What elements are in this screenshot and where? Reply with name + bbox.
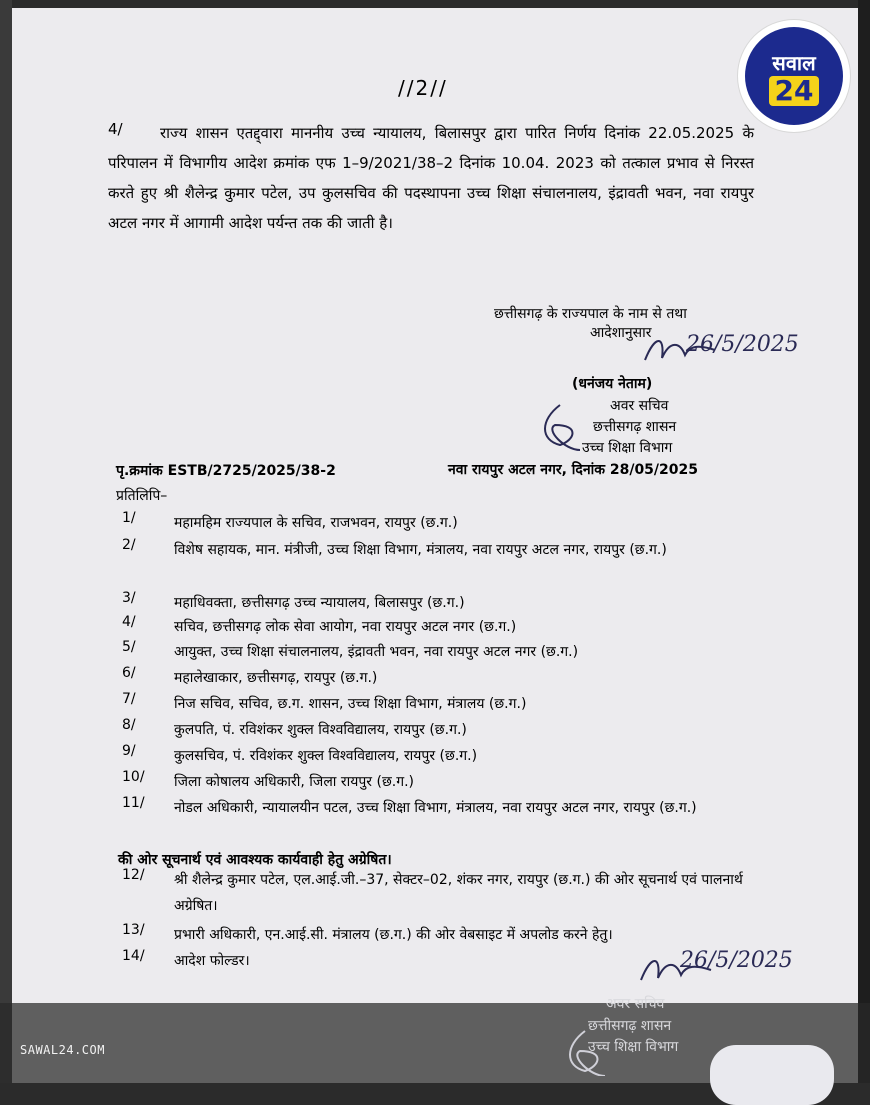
list-item-text: महाधिवक्ता, छत्तीसगढ़ उच्च न्यायालय, बिलासपुर (छ.ग.) — [174, 595, 465, 611]
list-item-text: सचिव, छत्तीसगढ़ लोक सेवा आयोग, नवा रायपुर अटल नगर (छ.ग.) — [174, 619, 517, 635]
list-item-number: 5/ — [122, 639, 136, 655]
list-item-number: 1/ — [122, 510, 136, 526]
right-edge-shadow — [858, 0, 870, 1083]
logo-top-text: सवाल — [772, 51, 816, 75]
watermark-text: SAWAL24.COM — [20, 1043, 105, 1057]
reference-number: पृ.क्रमांक ESTB/2725/2025/38-2 — [116, 463, 336, 479]
list-item-number: 9/ — [122, 743, 136, 759]
sawal24-logo — [738, 20, 850, 132]
list-item-number: 8/ — [122, 717, 136, 733]
list-item-number: 13/ — [122, 922, 145, 938]
governor-order-line: छत्तीसगढ़ के राज्यपाल के नाम से तथा — [494, 306, 687, 322]
list-item-number: 3/ — [122, 590, 136, 606]
list-item-number: 11/ — [122, 795, 145, 811]
list-item-text: आदेश फोल्डर। — [174, 953, 250, 969]
signatory-government-2: छत्तीसगढ़ शासन — [588, 1018, 672, 1034]
left-edge-shadow — [0, 0, 12, 1083]
signatory-department-2: उच्च शिक्षा विभाग — [588, 1039, 679, 1055]
signatory-department: उच्च शिक्षा विभाग — [582, 440, 673, 456]
handwritten-date-1: 26/5/2025 — [686, 332, 799, 357]
list-item-text: महामहिम राज्यपाल के सचिव, राजभवन, रायपुर (छ.ग.) — [174, 515, 458, 531]
copy-to-label: प्रतिलिपि– — [116, 488, 168, 504]
order-paragraph: राज्य शासन एतद्द्वारा माननीय उच्च न्यायालय, बिलासपुर द्वारा पारित निर्णय दिनांक 22.05.2025 के परिपालन में विभागीय आदेश क्रमांक एफ 1–9/2021/38–2 दिनांक 10.04. 2023 को तत्काल प्रभाव से निरस्त करते हुए श्री शैलेन्द्र कुमार पटेल, उप कुलसचिव की पदस्थापना उच्च शिक्षा संचालनालय, इंद्रावती भवन, नवा रायपुर अटल नगर में आगामी आदेश पर्यन्त तक की जाती है। — [108, 124, 754, 232]
list-item-number: 12/ — [122, 867, 145, 883]
list-item-text: निज सचिव, सचिव, छ.ग. शासन, उच्च शिक्षा विभाग, मंत्रालय (छ.ग.) — [174, 696, 527, 712]
handwritten-date-2: 26/5/2025 — [680, 948, 793, 973]
list-item-text: आयुक्त, उच्च शिक्षा संचालनालय, इंद्रावती भवन, नवा रायपुर अटल नगर (छ.ग.) — [174, 644, 579, 660]
floating-button[interactable] — [710, 1045, 834, 1105]
page-number: //2// — [398, 76, 448, 100]
list-item-number: 4/ — [122, 614, 136, 630]
list-item-text: प्रभारी अधिकारी, एन.आई.सी. मंत्रालय (छ.ग.) की ओर वेबसाइट में अपलोड करने हेतु। — [174, 927, 613, 943]
signatory-government: छत्तीसगढ़ शासन — [593, 419, 677, 435]
list-item-text: विशेष सहायक, मान. मंत्रीजी, उच्च शिक्षा विभाग, मंत्रालय, नवा रायपुर अटल नगर, रायपुर (छ.ग.) — [174, 542, 667, 558]
list-item-text: नोडल अधिकारी, न्यायालयीन पटल, उच्च शिक्षा विभाग, मंत्रालय, नवा रायपुर अटल नगर, रायपुर (छ.ग.) — [174, 800, 697, 816]
list-item-text: कुलपति, पं. रविशंकर शुक्ल विश्वविद्यालय, रायपुर (छ.ग.) — [174, 722, 467, 738]
signatory-name: (धनंजय नेताम) — [572, 376, 653, 392]
logo-number: 24 — [769, 76, 820, 106]
signature-scribble-2 — [535, 400, 585, 455]
signatory-title-2: अवर सचिव — [606, 996, 665, 1012]
list-item-text: कुलसचिव, पं. रविशंकर शुक्ल विश्वविद्यालय, रायपुर (छ.ग.) — [174, 748, 478, 764]
list-item-text: महालेखाकार, छत्तीसगढ़, रायपुर (छ.ग.) — [174, 670, 378, 686]
forward-note: की ओर सूचनार्थ एवं आवश्यक कार्यवाही हेतु अग्रेषित। — [118, 852, 392, 868]
place-date: नवा रायपुर अटल नगर, दिनांक 28/05/2025 — [448, 462, 699, 478]
list-item-text: श्री शैलेन्द्र कुमार पटेल, एल.आई.जी.–37, सेक्टर–02, शंकर नगर, रायपुर (छ.ग.) की ओर सूचनार्थ एवं पालनार्थ अग्रेषित। — [174, 872, 743, 914]
list-item-number: 6/ — [122, 665, 136, 681]
list-item-number: 2/ — [122, 537, 136, 553]
by-order-line: आदेशानुसार — [590, 325, 652, 341]
paragraph-number: 4/ — [108, 120, 123, 138]
list-item-number: 10/ — [122, 769, 145, 785]
signatory-title: अवर सचिव — [610, 398, 669, 414]
list-item-number: 14/ — [122, 948, 145, 964]
list-item-number: 7/ — [122, 691, 136, 707]
list-item-text: जिला कोषालय अधिकारी, जिला रायपुर (छ.ग.) — [174, 774, 415, 790]
logo-ring — [745, 27, 843, 125]
